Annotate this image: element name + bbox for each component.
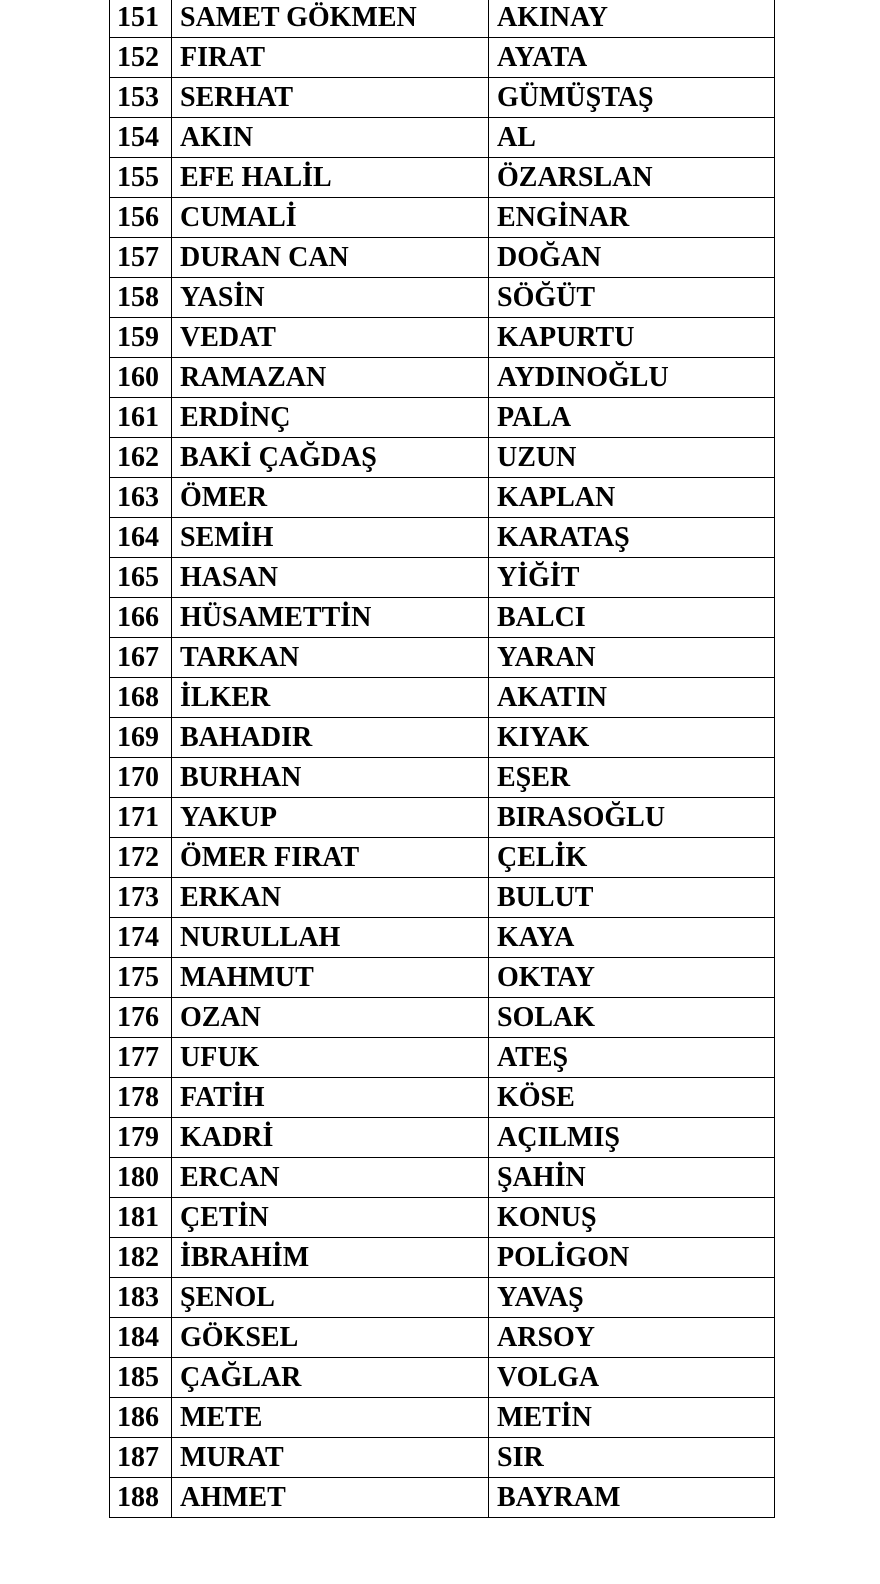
row-number-cell: 159 xyxy=(110,318,172,358)
last-name-cell: KAPURTU xyxy=(489,318,775,358)
last-name-cell: SIR xyxy=(489,1438,775,1478)
last-name-cell: KARATAŞ xyxy=(489,518,775,558)
table-row xyxy=(110,878,775,918)
first-name-cell: YASİN xyxy=(172,278,489,318)
row-number-cell: 161 xyxy=(110,398,172,438)
table-row xyxy=(110,798,775,838)
last-name-cell: METİN xyxy=(489,1398,775,1438)
first-name-cell: SAMET GÖKMEN xyxy=(172,0,489,38)
last-name-cell: ENGİNAR xyxy=(489,198,775,238)
row-number-cell: 186 xyxy=(110,1398,172,1438)
last-name-cell: BAYRAM xyxy=(489,1478,775,1518)
row-number-cell: 178 xyxy=(110,1078,172,1118)
last-name-cell: BIRASOĞLU xyxy=(489,798,775,838)
row-number-cell: 165 xyxy=(110,558,172,598)
last-name-cell: BULUT xyxy=(489,878,775,918)
first-name-cell: GÖKSEL xyxy=(172,1318,489,1358)
last-name-cell: YARAN xyxy=(489,638,775,678)
row-number-cell: 187 xyxy=(110,1438,172,1478)
row-number-cell: 171 xyxy=(110,798,172,838)
row-number-cell: 177 xyxy=(110,1038,172,1078)
row-number-cell: 167 xyxy=(110,638,172,678)
row-number-cell: 162 xyxy=(110,438,172,478)
first-name-cell: ERKAN xyxy=(172,878,489,918)
last-name-cell: PALA xyxy=(489,398,775,438)
row-number-cell: 180 xyxy=(110,1158,172,1198)
table-row xyxy=(110,758,775,798)
last-name-cell: EŞER xyxy=(489,758,775,798)
table-row xyxy=(110,1318,775,1358)
row-number-cell: 158 xyxy=(110,278,172,318)
table-row xyxy=(110,918,775,958)
last-name-cell: POLİGON xyxy=(489,1238,775,1278)
first-name-cell: MURAT xyxy=(172,1438,489,1478)
table-row xyxy=(110,1038,775,1078)
table-body xyxy=(110,0,775,1518)
first-name-cell: TARKAN xyxy=(172,638,489,678)
last-name-cell: DOĞAN xyxy=(489,238,775,278)
last-name-cell: AÇILMIŞ xyxy=(489,1118,775,1158)
first-name-cell: CUMALİ xyxy=(172,198,489,238)
table-row xyxy=(110,518,775,558)
table-row xyxy=(110,998,775,1038)
table-row xyxy=(110,478,775,518)
first-name-cell: ERCAN xyxy=(172,1158,489,1198)
last-name-cell: UZUN xyxy=(489,438,775,478)
table-row xyxy=(110,398,775,438)
first-name-cell: İBRAHİM xyxy=(172,1238,489,1278)
row-number-cell: 175 xyxy=(110,958,172,998)
name-list-table xyxy=(109,0,775,1518)
row-number-cell: 176 xyxy=(110,998,172,1038)
last-name-cell: YİĞİT xyxy=(489,558,775,598)
first-name-cell: HÜSAMETTİN xyxy=(172,598,489,638)
row-number-cell: 179 xyxy=(110,1118,172,1158)
first-name-cell: FIRAT xyxy=(172,38,489,78)
table-row xyxy=(110,1358,775,1398)
table-row xyxy=(110,118,775,158)
last-name-cell: ÖZARSLAN xyxy=(489,158,775,198)
last-name-cell: AL xyxy=(489,118,775,158)
row-number-cell: 164 xyxy=(110,518,172,558)
table-row xyxy=(110,1078,775,1118)
first-name-cell: NURULLAH xyxy=(172,918,489,958)
last-name-cell: OKTAY xyxy=(489,958,775,998)
first-name-cell: METE xyxy=(172,1398,489,1438)
last-name-cell: SOLAK xyxy=(489,998,775,1038)
last-name-cell: KÖSE xyxy=(489,1078,775,1118)
first-name-cell: BAHADIR xyxy=(172,718,489,758)
row-number-cell: 181 xyxy=(110,1198,172,1238)
first-name-cell: İLKER xyxy=(172,678,489,718)
last-name-cell: ARSOY xyxy=(489,1318,775,1358)
first-name-cell: ERDİNÇ xyxy=(172,398,489,438)
last-name-cell: GÜMÜŞTAŞ xyxy=(489,78,775,118)
first-name-cell: OZAN xyxy=(172,998,489,1038)
first-name-cell: FATİH xyxy=(172,1078,489,1118)
last-name-cell: AYDINOĞLU xyxy=(489,358,775,398)
table-row xyxy=(110,638,775,678)
table-row xyxy=(110,1158,775,1198)
row-number-cell: 160 xyxy=(110,358,172,398)
row-number-cell: 156 xyxy=(110,198,172,238)
table-row xyxy=(110,278,775,318)
table-row xyxy=(110,78,775,118)
row-number-cell: 152 xyxy=(110,38,172,78)
first-name-cell: BAKİ ÇAĞDAŞ xyxy=(172,438,489,478)
table-row xyxy=(110,1198,775,1238)
row-number-cell: 168 xyxy=(110,678,172,718)
first-name-cell: ÖMER FIRAT xyxy=(172,838,489,878)
last-name-cell: VOLGA xyxy=(489,1358,775,1398)
row-number-cell: 188 xyxy=(110,1478,172,1518)
row-number-cell: 182 xyxy=(110,1238,172,1278)
row-number-cell: 173 xyxy=(110,878,172,918)
last-name-cell: KAPLAN xyxy=(489,478,775,518)
table-row xyxy=(110,558,775,598)
last-name-cell: KIYAK xyxy=(489,718,775,758)
first-name-cell: AHMET xyxy=(172,1478,489,1518)
table-row xyxy=(110,1438,775,1478)
first-name-cell: UFUK xyxy=(172,1038,489,1078)
first-name-cell: ŞENOL xyxy=(172,1278,489,1318)
table-row xyxy=(110,438,775,478)
first-name-cell: HASAN xyxy=(172,558,489,598)
row-number-cell: 153 xyxy=(110,78,172,118)
first-name-cell: ÇAĞLAR xyxy=(172,1358,489,1398)
first-name-cell: DURAN CAN xyxy=(172,238,489,278)
row-number-cell: 166 xyxy=(110,598,172,638)
row-number-cell: 170 xyxy=(110,758,172,798)
table-row xyxy=(110,1478,775,1518)
last-name-cell: SÖĞÜT xyxy=(489,278,775,318)
table-row xyxy=(110,838,775,878)
first-name-cell: YAKUP xyxy=(172,798,489,838)
row-number-cell: 183 xyxy=(110,1278,172,1318)
table-row xyxy=(110,718,775,758)
table-row xyxy=(110,958,775,998)
last-name-cell: AKATIN xyxy=(489,678,775,718)
table-row xyxy=(110,238,775,278)
row-number-cell: 169 xyxy=(110,718,172,758)
table-row xyxy=(110,38,775,78)
table-row xyxy=(110,1118,775,1158)
first-name-cell: BURHAN xyxy=(172,758,489,798)
table-row xyxy=(110,1278,775,1318)
row-number-cell: 172 xyxy=(110,838,172,878)
first-name-cell: AKIN xyxy=(172,118,489,158)
row-number-cell: 174 xyxy=(110,918,172,958)
first-name-cell: SERHAT xyxy=(172,78,489,118)
last-name-cell: KAYA xyxy=(489,918,775,958)
table-row xyxy=(110,318,775,358)
first-name-cell: EFE HALİL xyxy=(172,158,489,198)
first-name-cell: RAMAZAN xyxy=(172,358,489,398)
row-number-cell: 157 xyxy=(110,238,172,278)
table-row xyxy=(110,0,775,38)
last-name-cell: ŞAHİN xyxy=(489,1158,775,1198)
row-number-cell: 184 xyxy=(110,1318,172,1358)
row-number-cell: 151 xyxy=(110,0,172,38)
last-name-cell: AKINAY xyxy=(489,0,775,38)
table-row xyxy=(110,158,775,198)
first-name-cell: MAHMUT xyxy=(172,958,489,998)
row-number-cell: 155 xyxy=(110,158,172,198)
table-row xyxy=(110,1398,775,1438)
last-name-cell: YAVAŞ xyxy=(489,1278,775,1318)
last-name-cell: ÇELİK xyxy=(489,838,775,878)
table-row xyxy=(110,198,775,238)
table-row xyxy=(110,358,775,398)
first-name-cell: ÇETİN xyxy=(172,1198,489,1238)
row-number-cell: 163 xyxy=(110,478,172,518)
last-name-cell: KONUŞ xyxy=(489,1198,775,1238)
table-row xyxy=(110,1238,775,1278)
last-name-cell: BALCI xyxy=(489,598,775,638)
first-name-cell: SEMİH xyxy=(172,518,489,558)
last-name-cell: AYATA xyxy=(489,38,775,78)
row-number-cell: 154 xyxy=(110,118,172,158)
row-number-cell: 185 xyxy=(110,1358,172,1398)
last-name-cell: ATEŞ xyxy=(489,1038,775,1078)
table-row xyxy=(110,678,775,718)
first-name-cell: VEDAT xyxy=(172,318,489,358)
first-name-cell: KADRİ xyxy=(172,1118,489,1158)
first-name-cell: ÖMER xyxy=(172,478,489,518)
table-row xyxy=(110,598,775,638)
